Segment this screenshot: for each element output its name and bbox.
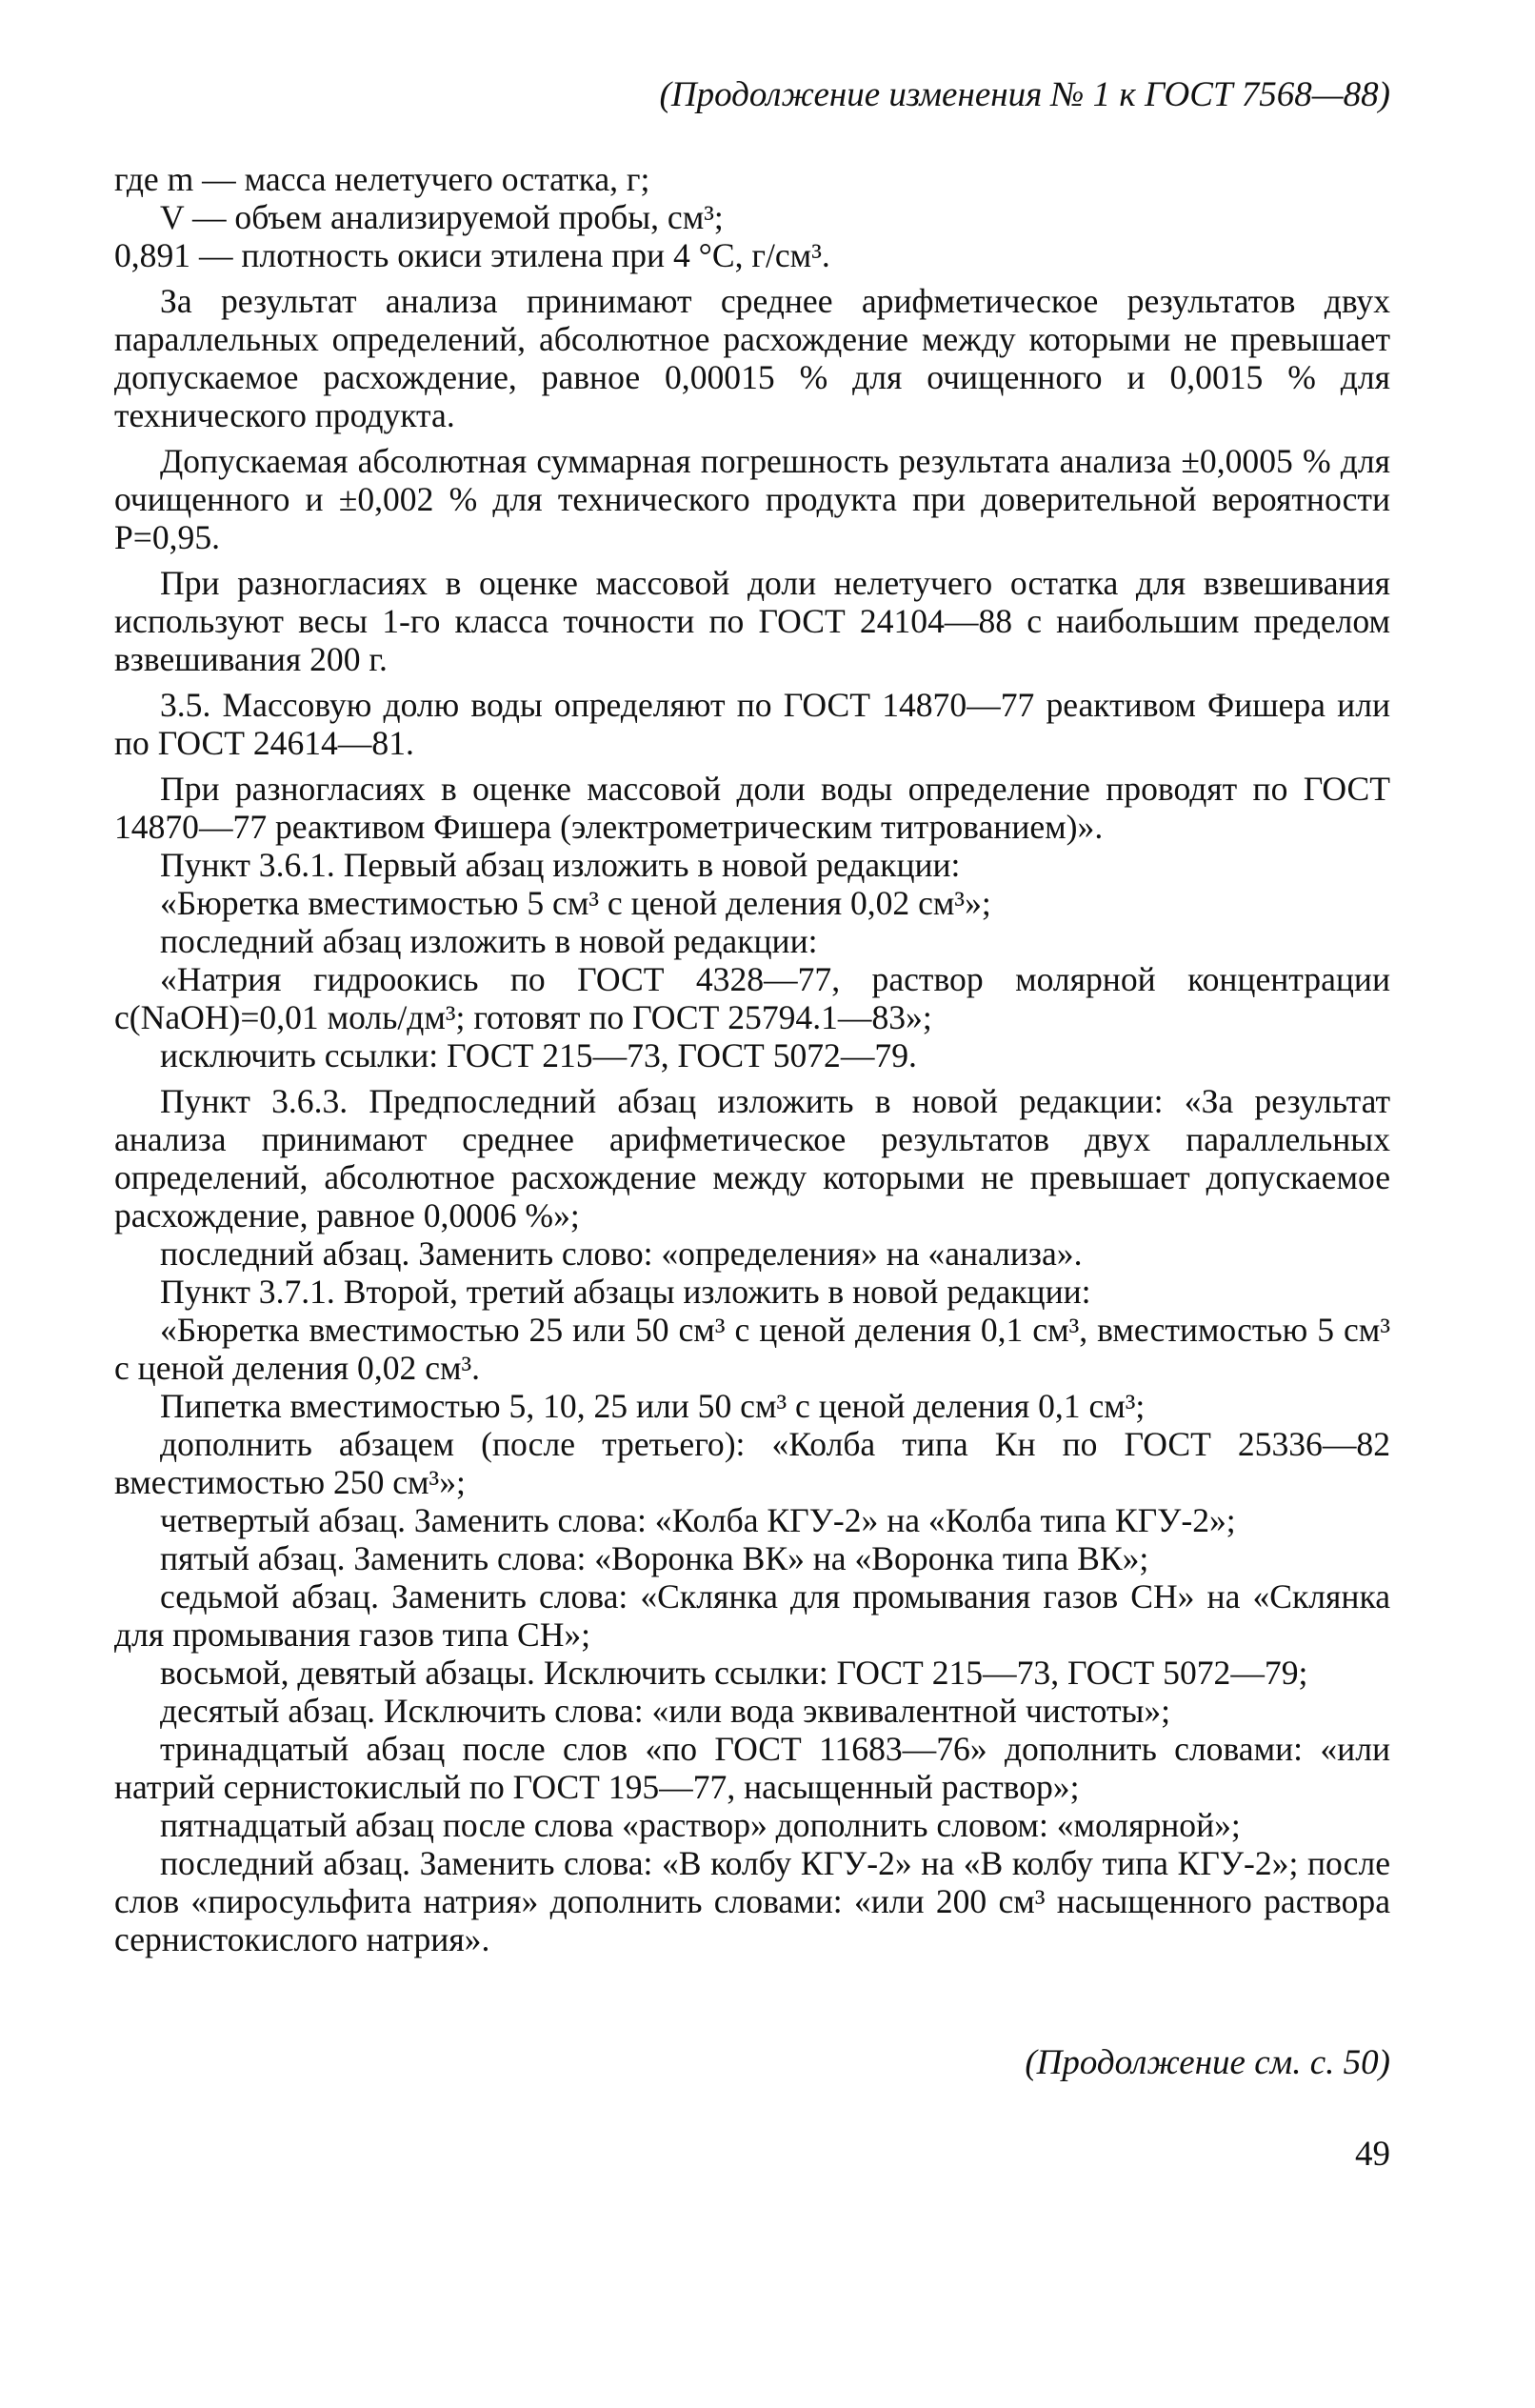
paragraph-eighth-ninth: восьмой, девятый абзацы. Исключить ссылки: ГОСТ 215—73, ГОСТ 5072—79; bbox=[160, 1654, 1308, 1692]
paragraph-replace-word: последний абзац. Заменить слово: «определения» на «анализа». bbox=[160, 1234, 1083, 1273]
paragraph-error: Допускаемая абсолютная суммарная погрешность результата анализа ±0,0005 % для очищенного и ±0,002 % для технического продукта при доверительной вероятности Р=0,95. bbox=[114, 442, 1390, 556]
paragraph-result: За результат анализа принимают среднее арифметическое результатов двух параллельных определений, абсолютное расхождение между которыми не превышает допускаемое расхождение, равное 0,00015 % для очищенного и 0,0015 % для технического продукта. bbox=[114, 282, 1390, 434]
paragraph-pipette: Пипетка вместимостью 5, 10, 25 или 50 см³ с ценой деления 0,1 см³; bbox=[160, 1387, 1146, 1425]
paragraph-where-v: V — объем анализируемой пробы, см³; bbox=[160, 198, 724, 236]
paragraph-fourth: четвертый абзац. Заменить слова: «Колба КГУ-2» на «Колба типа КГУ-2»; bbox=[160, 1501, 1236, 1539]
paragraph-disagreement-residue: При разногласиях в оценке массовой доли нелетучего остатка для взвешивания используют весы 1-го класса точности по ГОСТ 24104—88 с наибольшим пределом взвешивания 200 г. bbox=[114, 564, 1390, 678]
paragraph-fifth: пятый абзац. Заменить слова: «Воронка ВК» на «Воронка типа ВК»; bbox=[160, 1539, 1149, 1577]
paragraph-tenth: десятый абзац. Исключить слова: «или вода эквивалентной чистоты»; bbox=[160, 1692, 1171, 1730]
paragraph-burette-5: «Бюретка вместимостью 5 см³ с ценой деления 0,02 см³»; bbox=[160, 884, 991, 922]
paragraph-3-5: 3.5. Массовую долю воды определяют по ГОСТ 14870—77 реактивом Фишера или по ГОСТ 24614—81. bbox=[114, 686, 1390, 762]
paragraph-exclude-refs: исключить ссылки: ГОСТ 215—73, ГОСТ 5072—79. bbox=[160, 1036, 917, 1074]
paragraph-disagreement-water: При разногласиях в оценке массовой доли воды определение проводят по ГОСТ 14870—77 реактивом Фишера (электрометрическим титрованием)». bbox=[114, 770, 1390, 846]
paragraph-last-para-new: последний абзац изложить в новой редакции: bbox=[160, 922, 818, 960]
paragraph-last: последний абзац. Заменить слова: «В колбу КГУ-2» на «В колбу типа КГУ-2»; после слов «пиросульфита натрия» дополнить словами: «или 200 см³ насыщенного раствора сернистокислого натрия». bbox=[114, 1844, 1390, 1958]
paragraph-item-3-7-1: Пункт 3.7.1. Второй, третий абзацы изложить в новой редакции: bbox=[160, 1273, 1091, 1311]
continued-note: (Продолжение см. с. 50) bbox=[1025, 2043, 1390, 2082]
paragraph-flask-kn: дополнить абзацем (после третьего): «Колба типа Кн по ГОСТ 25336—82 вместимостью 250 см³»; bbox=[114, 1425, 1390, 1501]
paragraph-naoh: «Натрия гидроокись по ГОСТ 4328—77, раствор молярной концентрации с(NaOH)=0,01 моль/дм³; готовят по ГОСТ 25794.1—83»; bbox=[114, 960, 1390, 1036]
page-number: 49 bbox=[1355, 2135, 1390, 2174]
paragraph-item-3-6-1: Пункт 3.6.1. Первый абзац изложить в новой редакции: bbox=[160, 846, 961, 884]
paragraph-where-m: где m — масса нелетучего остатка, г; bbox=[114, 160, 650, 198]
paragraph-burette-25: «Бюретка вместимостью 25 или 50 см³ с ценой деления 0,1 см³, вместимостью 5 см³ с ценой деления 0,02 см³. bbox=[114, 1311, 1390, 1387]
paragraph-seventh: седьмой абзац. Заменить слова: «Склянка для промывания газов СН» на «Склянка для промывания газов типа СН»; bbox=[114, 1577, 1390, 1654]
paragraph-thirteenth: тринадцатый абзац после слов «по ГОСТ 11683—76» дополнить словами: «или натрий сернистокислый по ГОСТ 195—77, насыщенный раствор»; bbox=[114, 1730, 1390, 1806]
document-page bbox=[114, 76, 1390, 2174]
paragraph-item-3-6-3: Пункт 3.6.3. Предпоследний абзац изложить в новой редакции: «За результат анализа принимают среднее арифметическое результатов двух параллельных определений, абсолютное расхождение между которыми не превышает допускаемое расхождение, равное 0,0006 %»; bbox=[114, 1082, 1390, 1234]
paragraph-fifteenth: пятнадцатый абзац после слова «раствор» дополнить словом: «молярной»; bbox=[160, 1806, 1241, 1844]
page-header: (Продолжение изменения № 1 к ГОСТ 7568—88) bbox=[659, 75, 1390, 114]
paragraph-density: 0,891 — плотность окиси этилена при 4 °С, г/см³. bbox=[114, 236, 830, 274]
